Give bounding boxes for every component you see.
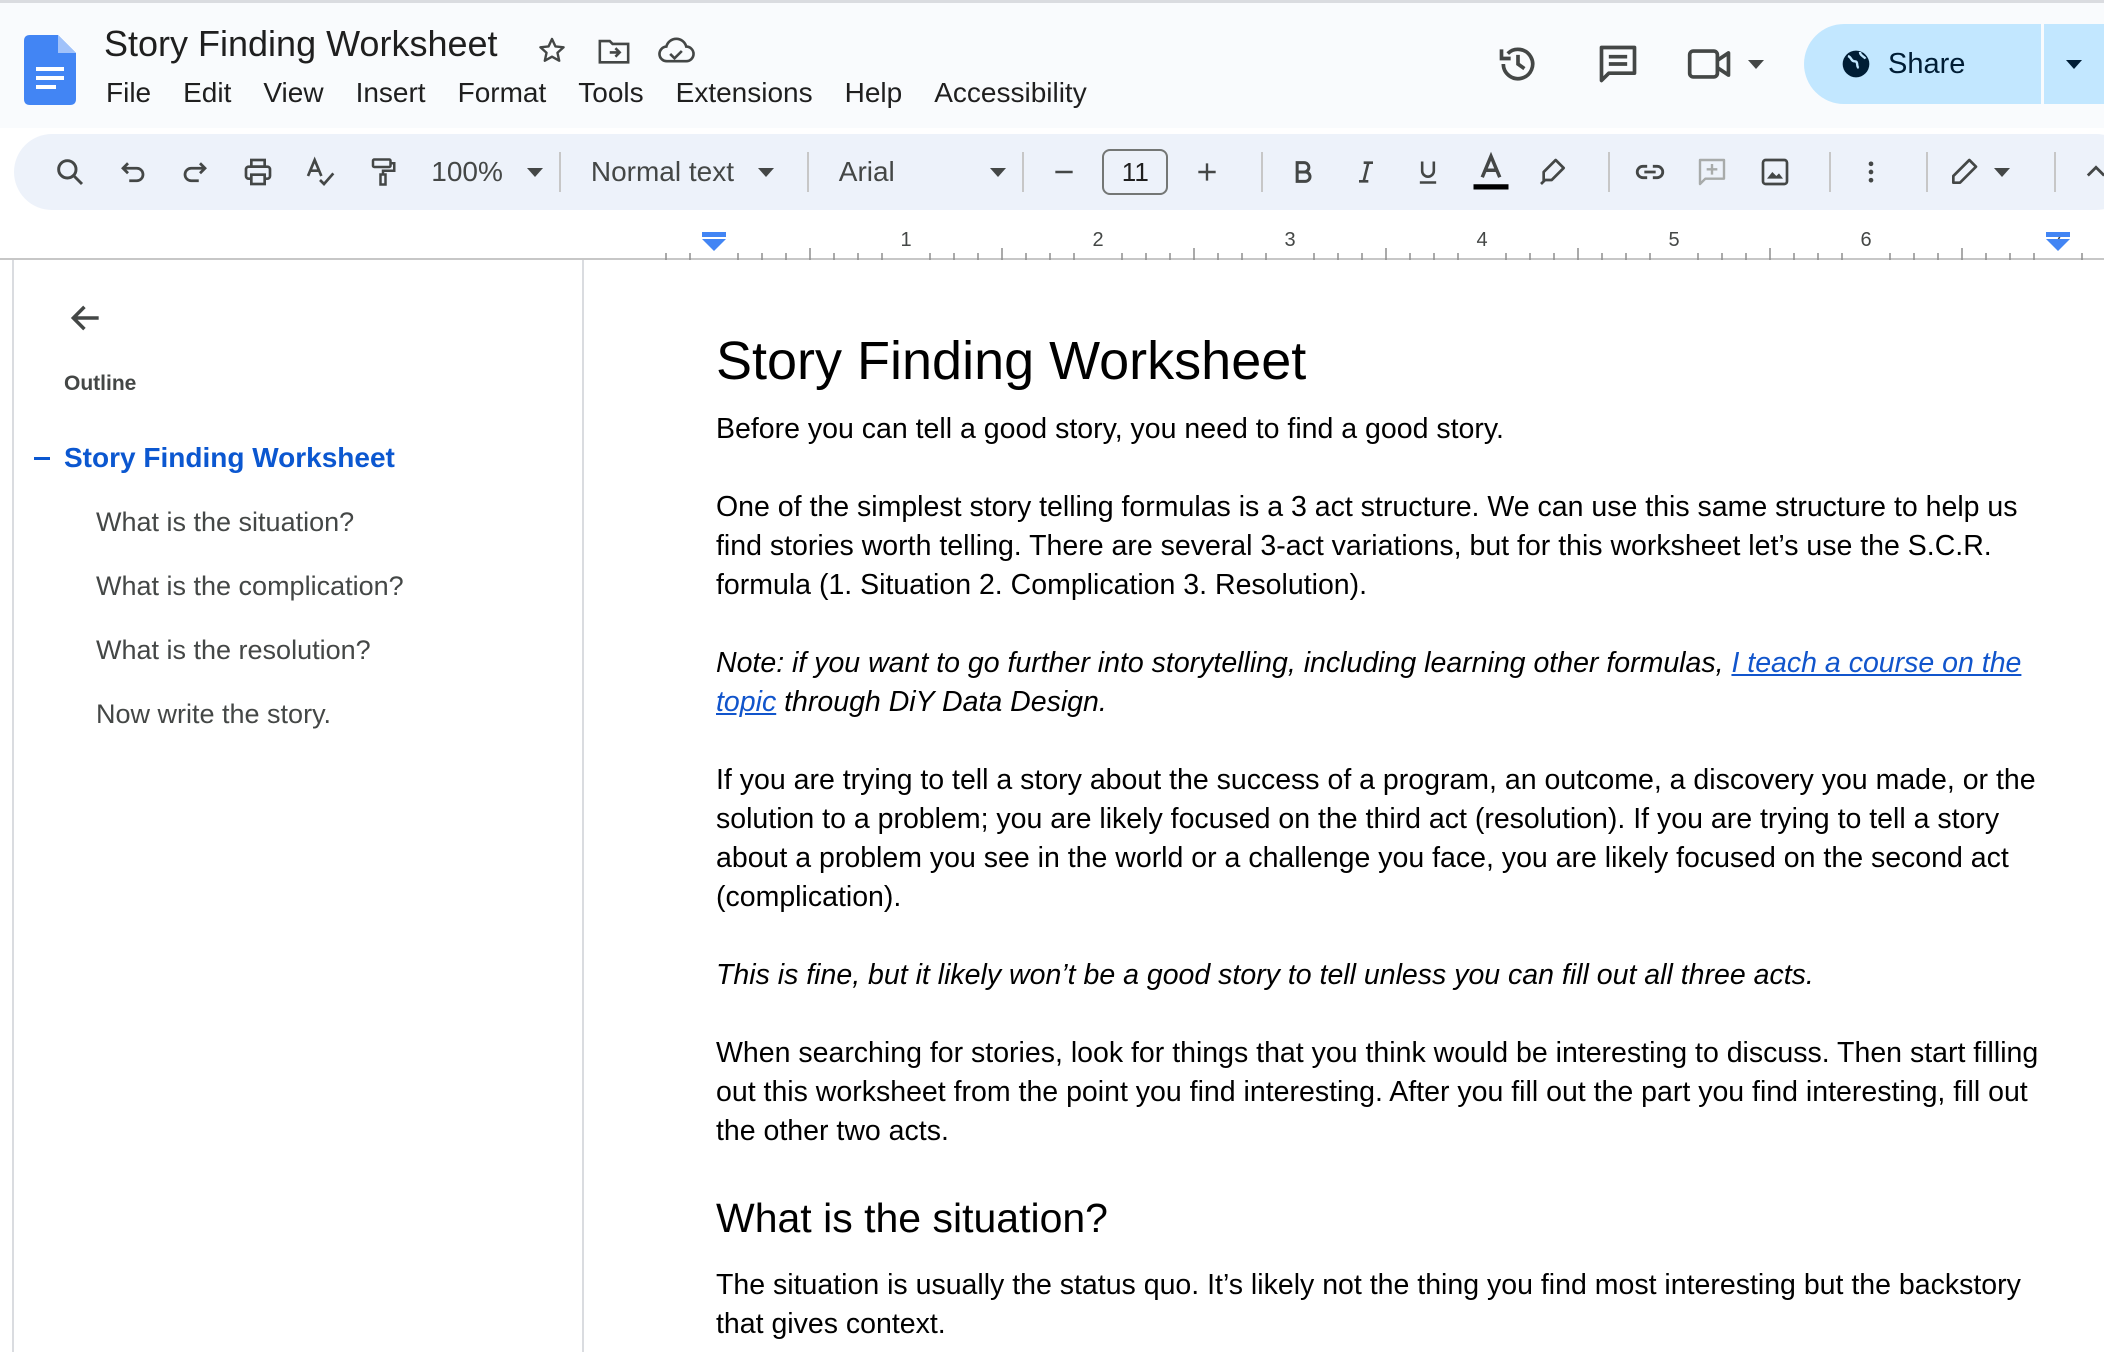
ruler-label: 3	[1284, 229, 1296, 251]
docs-logo-icon[interactable]	[24, 35, 76, 105]
paragraph-situation: The situation is usually the status quo. It’s likely not the thing you find most interesting but the backstory that gives context.	[716, 1269, 2021, 1341]
paragraph-style-dropdown[interactable]	[577, 156, 791, 188]
star-icon[interactable]	[532, 31, 572, 71]
outline-panel	[12, 260, 584, 1352]
cloud-saved-icon[interactable]	[656, 31, 696, 71]
redo-icon[interactable]	[171, 147, 220, 197]
bold-icon[interactable]	[1279, 147, 1328, 197]
course-link[interactable]: I teach a course on the topic	[716, 647, 2022, 719]
divider	[1022, 152, 1024, 192]
paragraph-fine: This is fine, but it likely won’t be a good story to tell unless you can fill out all three acts.	[716, 959, 1814, 992]
document-heading: Story Finding Worksheet	[716, 331, 1307, 391]
divider	[1829, 152, 1831, 192]
decrease-font-size-icon[interactable]	[1040, 147, 1089, 197]
ruler[interactable]	[0, 226, 2104, 260]
paragraph-acts: If you are trying to tell a story about the success of a program, an outcome, a discovery you made, or the solution to a problem; you are likely focused on the third act (resolution). If you are trying to tell a story about a problem you see in the world or a challenge you face, you are likely focused on the second act (complication).	[716, 764, 2036, 914]
move-folder-icon[interactable]	[594, 31, 634, 71]
document-title[interactable]: Story Finding Worksheet	[104, 23, 498, 64]
outline-item-complication[interactable]: What is the complication?	[96, 571, 404, 601]
underline-icon[interactable]	[1404, 147, 1453, 197]
undo-icon[interactable]	[109, 147, 158, 197]
ruler-label: 5	[1668, 229, 1680, 251]
outline-label: Outline	[64, 372, 137, 395]
menu-bar	[90, 77, 1103, 109]
meet-button[interactable]	[1686, 44, 1764, 84]
font-size-input[interactable]: 11	[1102, 149, 1168, 195]
paragraph-intro: Before you can tell a good story, you need to find a good story.	[716, 413, 1504, 446]
increase-font-size-icon[interactable]	[1182, 147, 1231, 197]
divider	[559, 152, 561, 192]
add-comment-icon[interactable]	[1688, 147, 1737, 197]
formatting-toolbar	[14, 134, 2104, 210]
share-label: Share	[1888, 47, 1966, 80]
note-suffix: through DiY Data Design.	[776, 686, 1107, 719]
italic-icon[interactable]	[1341, 147, 1390, 197]
chevron-down-icon	[2066, 60, 2082, 69]
zoom-dropdown[interactable]	[431, 156, 543, 188]
divider	[2054, 152, 2056, 192]
outline-item-write-story[interactable]: Now write the story.	[96, 699, 332, 729]
chevron-down-icon	[527, 168, 543, 177]
insert-image-icon[interactable]	[1751, 147, 1800, 197]
chevron-down-icon	[990, 168, 1006, 177]
print-icon[interactable]	[234, 147, 283, 197]
arrow-back-icon	[67, 299, 105, 337]
menu-edit[interactable]: Edit	[183, 77, 232, 108]
left-indent-marker[interactable]	[702, 232, 726, 251]
divider	[1608, 152, 1610, 192]
heading-situation: What is the situation?	[716, 1195, 1108, 1242]
divider	[1926, 152, 1928, 192]
ruler-label: 2	[1092, 229, 1104, 251]
share-button[interactable]	[1804, 24, 2041, 104]
highlight-color-icon[interactable]	[1529, 147, 1578, 197]
font-family-dropdown[interactable]	[825, 156, 1006, 188]
comments-icon[interactable]	[1586, 32, 1650, 96]
paragraph-note	[716, 644, 2066, 722]
paragraph-searching: When searching for stories, look for things that you think would be interesting to discuss. Then start filling out this worksheet from the point you find interesting. After you fill out the part you find interesting, fill out the other two acts.	[716, 1037, 2039, 1148]
menu-help[interactable]: Help	[844, 77, 903, 108]
paragraph-style-value: Normal text	[590, 156, 734, 187]
spellcheck-icon[interactable]	[296, 147, 345, 197]
globe-icon	[1840, 48, 1872, 80]
outline-item-resolution[interactable]: What is the resolution?	[96, 635, 371, 665]
paragraph-structure: One of the simplest story telling formulas is a 3 act structure. We can use this same structure to help us find stories worth telling. There are several 3-act variations, but for this worksheet let’s use the S.C.R. formula (1. Situation 2. Complication 3. Resolution).	[716, 491, 2018, 602]
chevron-up-icon[interactable]	[2072, 147, 2104, 197]
menu-insert[interactable]: Insert	[355, 77, 426, 108]
outline-item-title[interactable]: Story Finding Worksheet	[14, 426, 582, 490]
video-camera-icon	[1686, 44, 1734, 84]
note-prefix: Note: if you want to go further into storytelling, including learning other formulas,	[716, 647, 1732, 680]
outline-item-situation[interactable]: What is the situation?	[96, 507, 355, 537]
menu-extensions[interactable]: Extensions	[675, 77, 813, 108]
text-color-icon[interactable]	[1466, 147, 1515, 197]
ruler-label: 6	[1860, 229, 1872, 251]
outline-list	[14, 426, 582, 746]
menu-file[interactable]: File	[106, 77, 152, 108]
editing-mode-dropdown[interactable]	[1948, 156, 2010, 188]
pencil-icon	[1948, 156, 1980, 188]
document-body[interactable]	[716, 330, 2066, 1352]
chevron-down-icon	[758, 168, 774, 177]
ruler-label: 1	[900, 229, 912, 251]
more-options-icon[interactable]	[1847, 147, 1896, 197]
zoom-value: 100%	[431, 156, 503, 187]
font-family-value: Arial	[838, 156, 895, 187]
share-options-button[interactable]	[2044, 24, 2104, 104]
menu-view[interactable]: View	[263, 77, 324, 108]
ruler-label: 4	[1476, 229, 1488, 251]
version-history-icon[interactable]	[1486, 32, 1550, 96]
search-menus-icon[interactable]	[46, 147, 95, 197]
app-header	[0, 0, 2104, 128]
right-indent-marker[interactable]	[2046, 232, 2070, 251]
close-outline-button[interactable]	[62, 294, 110, 342]
insert-link-icon[interactable]	[1626, 147, 1675, 197]
paint-format-icon[interactable]	[359, 147, 408, 197]
menu-format[interactable]: Format	[457, 77, 547, 108]
menu-tools[interactable]: Tools	[578, 77, 644, 108]
chevron-down-icon	[1748, 60, 1764, 69]
divider	[1261, 152, 1263, 192]
ruler-ticks	[0, 226, 2104, 260]
menu-accessibility[interactable]: Accessibility	[934, 77, 1087, 108]
chevron-down-icon	[1994, 168, 2010, 177]
divider	[807, 152, 809, 192]
